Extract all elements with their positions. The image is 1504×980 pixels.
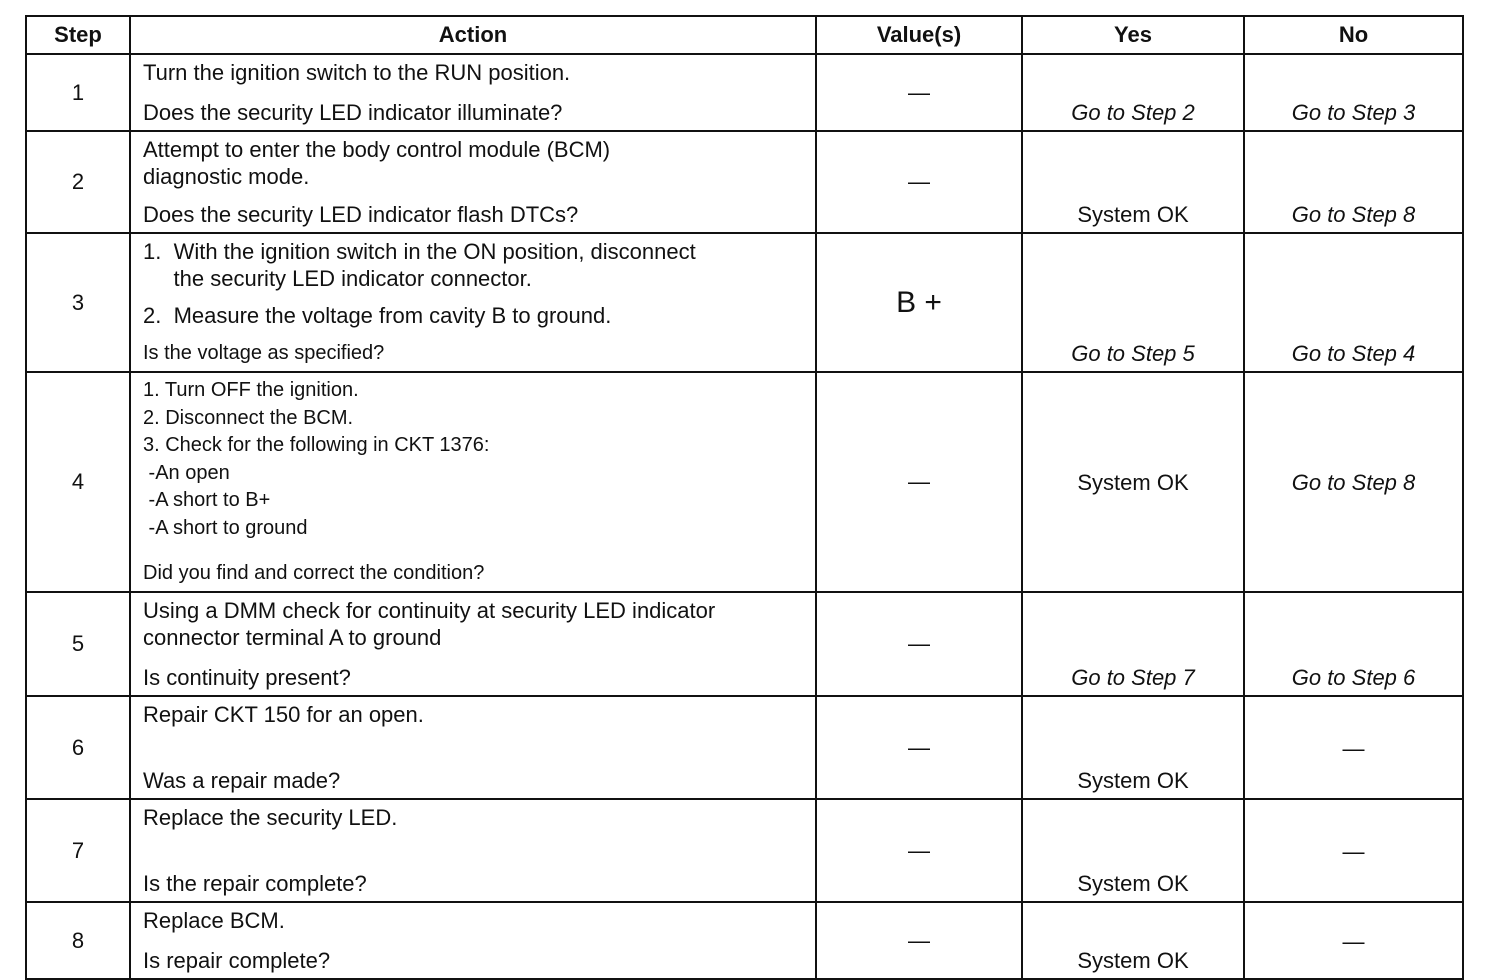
step-number: 3 [26,233,130,372]
step-number: 4 [26,372,130,592]
yes-cell [1022,233,1244,372]
yes-cell [1022,131,1244,233]
action-question: Does the security LED indicator flash DTCs? [143,202,579,227]
yes-cell [1022,372,1244,592]
action-content [131,373,815,591]
action-line: -A short to ground [143,516,308,539]
table-row [26,54,1463,131]
value-cell [816,799,1022,902]
action-question: Is the voltage as specified? [143,341,385,364]
yes-wrap [1023,697,1243,798]
action-question: Is continuity present? [143,665,351,690]
header-no: No [1244,16,1463,54]
value-text: — [908,837,930,863]
action-line: 2. Disconnect the BCM. [143,406,354,429]
action-lines [143,238,805,329]
step-number: 1 [26,54,130,131]
step-number: 2 [26,131,130,233]
yes-wrap [1023,132,1243,232]
no-wrap [1245,132,1462,232]
action-cell [130,372,816,592]
action-question: Does the security LED indicator illuminate? [143,100,563,125]
action-line: Replace BCM. [143,908,285,933]
no-wrap [1245,903,1462,978]
value-text: — [908,169,930,194]
step-number: 8 [26,902,130,979]
no-wrap [1245,373,1462,591]
action-content [131,903,815,978]
no-result: Go to Step 8 [1291,202,1416,227]
action-question: Is the repair complete? [143,871,367,896]
header-value: Value(s) [816,16,1022,54]
table-row [26,233,1463,372]
action-cell [130,902,816,979]
header-yes: Yes [1022,16,1244,54]
value-cell [816,54,1022,131]
action-content [131,697,815,798]
header-action: Action [130,16,816,54]
action-lines [143,804,805,831]
step-number: 6 [26,696,130,799]
no-result: Go to Step 4 [1291,341,1416,366]
action-content [131,55,815,130]
yes-wrap [1023,55,1243,130]
action-line: Repair CKT 150 for an open. [143,702,424,727]
action-line: Attempt to enter the body control module (BCM) [143,137,611,162]
yes-wrap [1023,800,1243,901]
action-line: -A short to B+ [143,489,271,511]
yes-wrap [1023,903,1243,978]
table-body [26,54,1463,979]
action-lines [143,597,805,651]
action-content [131,800,815,901]
action-lines [143,701,805,728]
value-cell [816,696,1022,799]
value-cell [816,131,1022,233]
no-result: — [1342,838,1365,864]
yes-cell [1022,902,1244,979]
yes-result: System OK [1077,948,1189,973]
yes-result: Go to Step 5 [1071,341,1195,366]
action-cell [130,54,816,131]
value-cell [816,592,1022,696]
yes-result: Go to Step 7 [1071,665,1195,690]
no-result: Go to Step 6 [1291,665,1416,690]
no-result: — [1342,735,1365,761]
yes-cell [1022,592,1244,696]
action-line: -An open [143,461,230,484]
action-line: Replace the security LED. [143,805,398,830]
action-lines [143,907,805,934]
value-text: B + [896,285,942,319]
action-line: diagnostic mode. [143,164,310,189]
value-text: — [908,469,930,494]
action-line: the security LED indicator connector. [143,266,532,291]
yes-result: Go to Step 2 [1071,100,1195,125]
step-number: 7 [26,799,130,902]
table-row [26,799,1463,902]
yes-cell [1022,54,1244,131]
no-cell [1244,372,1463,592]
yes-wrap [1023,593,1243,695]
table-row [26,131,1463,233]
action-content [131,593,815,695]
action-cell [130,696,816,799]
no-cell [1244,696,1463,799]
action-line: 2. Measure the voltage from cavity B to ground. [143,303,612,328]
action-line: Using a DMM check for continuity at security LED indicator [143,598,716,623]
action-lines [143,377,805,542]
yes-wrap [1023,373,1243,591]
no-wrap [1245,55,1462,130]
table-row [26,902,1463,979]
action-line: 1. Turn OFF the ignition. [143,379,359,401]
action-lines [143,59,805,86]
value-text: — [908,631,930,656]
value-cell [816,902,1022,979]
value-text: — [908,734,930,760]
table-row [26,372,1463,592]
action-cell [130,799,816,902]
step-number: 5 [26,592,130,696]
action-cell [130,233,816,372]
yes-cell [1022,799,1244,902]
no-wrap [1245,800,1462,901]
yes-wrap [1023,234,1243,371]
no-cell [1244,902,1463,979]
action-cell [130,131,816,233]
no-cell [1244,592,1463,696]
yes-result: System OK [1077,470,1189,495]
value-text: — [908,79,930,105]
yes-result: System OK [1077,768,1189,793]
diagnostic-table [25,15,1464,980]
action-content [131,132,815,232]
header-step: Step [26,16,130,54]
no-cell [1244,799,1463,902]
no-result: — [1342,928,1365,954]
action-question: Did you find and correct the condition? [143,561,485,584]
no-cell [1244,233,1463,372]
yes-cell [1022,696,1244,799]
action-question: Is repair complete? [143,948,331,973]
no-result: Go to Step 8 [1291,470,1416,495]
yes-result: System OK [1077,202,1189,227]
no-wrap [1245,593,1462,695]
header-row [26,16,1463,54]
action-line: 1. With the ignition switch in the ON position, disconnect [143,239,696,264]
no-wrap [1245,697,1462,798]
table-row [26,592,1463,696]
action-question: Was a repair made? [143,768,341,793]
value-cell [816,372,1022,592]
value-text: — [908,927,930,953]
action-content [131,234,815,371]
action-line: connector terminal A to ground [143,625,442,650]
yes-result: System OK [1077,871,1189,896]
action-line: Turn the ignition switch to the RUN position. [143,60,571,85]
action-lines [143,136,805,190]
action-line: 3. Check for the following in CKT 1376: [143,434,490,456]
value-cell [816,233,1022,372]
no-cell [1244,131,1463,233]
no-wrap [1245,234,1462,371]
table-row [26,696,1463,799]
action-cell [130,592,816,696]
no-result: Go to Step 3 [1291,100,1416,125]
no-cell [1244,54,1463,131]
